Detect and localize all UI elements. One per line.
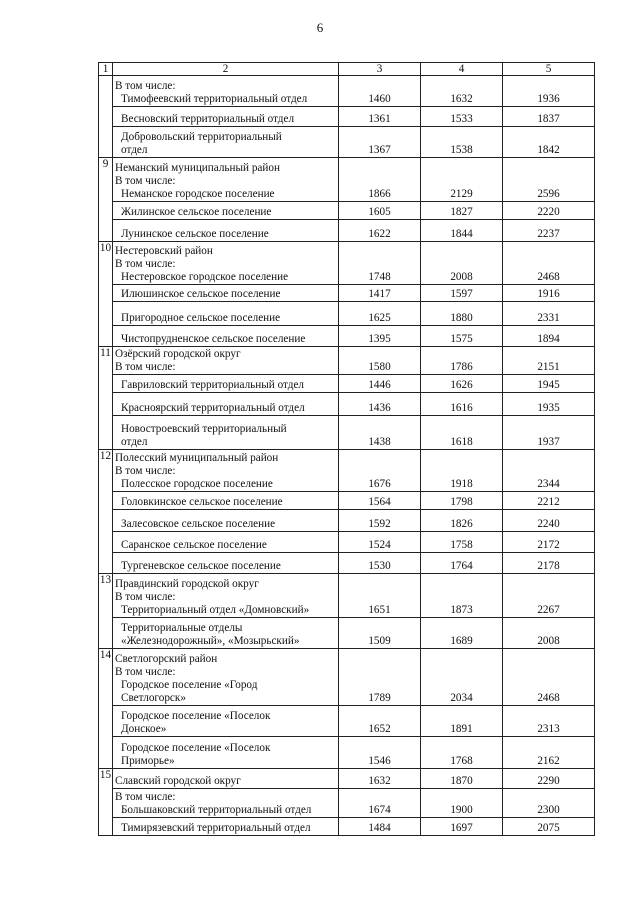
value-cell-col-4: 2008 xyxy=(421,242,503,285)
table-row xyxy=(99,532,595,553)
name-cell xyxy=(113,492,339,510)
table-row xyxy=(99,127,595,158)
value-cell-col-4: 1891 xyxy=(421,706,503,737)
row-number-cell xyxy=(99,789,113,818)
row-number-cell xyxy=(99,76,113,107)
value-cell-col-5: 1842 xyxy=(503,127,595,158)
value-cell-col-4: 1786 xyxy=(421,347,503,375)
value-cell-col-5: 2220 xyxy=(503,202,595,220)
name-line: Залесовское сельское поселение xyxy=(121,518,276,530)
name-cell xyxy=(113,285,339,302)
table-row xyxy=(99,285,595,302)
name-cell xyxy=(113,818,339,836)
value-cell-col-3: 1546 xyxy=(339,737,421,769)
value-cell-col-3: 1592 xyxy=(339,510,421,532)
name-line: Нестеровское городское поселение xyxy=(121,271,289,283)
name-line: Светлогорск» xyxy=(121,692,186,704)
value-cell-col-3: 1417 xyxy=(339,285,421,302)
name-line: Тимирязевский территориальный отдел xyxy=(121,822,311,834)
row-number-cell xyxy=(99,220,113,242)
name-line: Полесский муниципальный район xyxy=(115,452,279,464)
name-line: Илюшинское сельское поселение xyxy=(121,288,281,300)
table-row xyxy=(99,202,595,220)
name-cell xyxy=(113,510,339,532)
value-cell-col-3: 1632 xyxy=(339,769,421,789)
name-line: Донское» xyxy=(121,723,167,735)
name-line: Светлогорский район xyxy=(115,653,218,665)
name-line: Неманское городское поселение xyxy=(121,188,275,200)
value-cell-col-3: 1524 xyxy=(339,532,421,553)
table-row xyxy=(99,107,595,127)
name-cell xyxy=(113,347,339,375)
table-row xyxy=(99,553,595,574)
table-row xyxy=(99,789,595,818)
header-col-4: 4 xyxy=(421,63,503,76)
name-cell xyxy=(113,416,339,450)
table-row xyxy=(99,220,595,242)
value-cell-col-4: 1768 xyxy=(421,737,503,769)
row-number-cell xyxy=(99,492,113,510)
name-line: В том числе: xyxy=(115,258,176,270)
name-cell xyxy=(113,574,339,618)
value-cell-col-3: 1674 xyxy=(339,789,421,818)
value-cell-col-5: 1937 xyxy=(503,416,595,450)
value-cell-col-4: 1689 xyxy=(421,618,503,649)
row-number-cell xyxy=(99,326,113,347)
value-cell-col-5: 1916 xyxy=(503,285,595,302)
table-row xyxy=(99,76,595,107)
row-number-cell xyxy=(99,285,113,302)
table-row xyxy=(99,818,595,836)
value-cell-col-5: 2075 xyxy=(503,818,595,836)
value-cell-col-3: 1622 xyxy=(339,220,421,242)
table-row xyxy=(99,158,595,202)
row-number-cell: 12 xyxy=(99,450,113,492)
value-cell-col-5: 2008 xyxy=(503,618,595,649)
name-line: Чистопрудненское сельское поселение xyxy=(121,333,306,345)
name-cell xyxy=(113,158,339,202)
row-number-cell: 15 xyxy=(99,769,113,789)
row-number-cell xyxy=(99,416,113,450)
name-line: Красноярский территориальный отдел xyxy=(121,402,305,414)
value-cell-col-5: 2290 xyxy=(503,769,595,789)
row-number-cell xyxy=(99,737,113,769)
table-body xyxy=(99,63,595,836)
name-cell xyxy=(113,393,339,416)
name-cell xyxy=(113,769,339,789)
name-line: В том числе: xyxy=(115,791,176,803)
table-row xyxy=(99,510,595,532)
value-cell-col-5: 2240 xyxy=(503,510,595,532)
table-row xyxy=(99,375,595,393)
table-row xyxy=(99,649,595,706)
name-cell xyxy=(113,326,339,347)
table-row xyxy=(99,492,595,510)
name-line: Весновский территориальный отдел xyxy=(121,113,295,125)
value-cell-col-4: 1597 xyxy=(421,285,503,302)
name-cell xyxy=(113,242,339,285)
table-row xyxy=(99,347,595,375)
value-cell-col-5: 2331 xyxy=(503,302,595,326)
value-cell-col-5: 2237 xyxy=(503,220,595,242)
table-row xyxy=(99,326,595,347)
name-line: Головкинское сельское поселение xyxy=(121,496,283,508)
name-line: Лунинское сельское поселение xyxy=(121,228,269,240)
name-cell xyxy=(113,202,339,220)
name-line: Городское поселение «Город xyxy=(121,679,258,691)
name-cell xyxy=(113,789,339,818)
table-row xyxy=(99,574,595,618)
table-row xyxy=(99,618,595,649)
value-cell-col-3: 1676 xyxy=(339,450,421,492)
value-cell-col-5: 2344 xyxy=(503,450,595,492)
row-number-cell: 11 xyxy=(99,347,113,375)
table-row xyxy=(99,242,595,285)
row-number-cell xyxy=(99,107,113,127)
name-cell xyxy=(113,375,339,393)
row-number-cell xyxy=(99,532,113,553)
value-cell-col-4: 2034 xyxy=(421,649,503,706)
table-row xyxy=(99,302,595,326)
row-number-cell: 13 xyxy=(99,574,113,618)
name-cell xyxy=(113,220,339,242)
name-line: Нестеровский район xyxy=(115,245,213,257)
name-cell xyxy=(113,737,339,769)
name-cell xyxy=(113,532,339,553)
table-header-row xyxy=(99,63,595,76)
value-cell-col-4: 1880 xyxy=(421,302,503,326)
value-cell-col-5: 1945 xyxy=(503,375,595,393)
value-cell-col-3: 1361 xyxy=(339,107,421,127)
value-cell-col-4: 1764 xyxy=(421,553,503,574)
name-line: В том числе: xyxy=(115,361,176,373)
value-cell-col-3: 1866 xyxy=(339,158,421,202)
value-cell-col-5: 2172 xyxy=(503,532,595,553)
value-cell-col-5: 2178 xyxy=(503,553,595,574)
table-row xyxy=(99,769,595,789)
value-cell-col-3: 1438 xyxy=(339,416,421,450)
row-number-cell xyxy=(99,618,113,649)
name-line: Озёрский городской округ xyxy=(115,348,241,360)
value-cell-col-4: 1697 xyxy=(421,818,503,836)
table-row xyxy=(99,450,595,492)
value-cell-col-5: 2313 xyxy=(503,706,595,737)
value-cell-col-3: 1652 xyxy=(339,706,421,737)
value-cell-col-3: 1748 xyxy=(339,242,421,285)
name-line: отдел xyxy=(121,436,148,448)
table-row xyxy=(99,393,595,416)
value-cell-col-3: 1446 xyxy=(339,375,421,393)
name-line: В том числе: xyxy=(115,80,176,92)
row-number-cell xyxy=(99,302,113,326)
value-cell-col-5: 2300 xyxy=(503,789,595,818)
data-table xyxy=(98,62,595,836)
name-line: Славский городской округ xyxy=(115,775,241,787)
table-row xyxy=(99,706,595,737)
value-cell-col-4: 1870 xyxy=(421,769,503,789)
value-cell-col-5: 2468 xyxy=(503,649,595,706)
table-row xyxy=(99,416,595,450)
row-number-cell xyxy=(99,127,113,158)
name-line: Правдинский городской округ xyxy=(115,578,259,590)
name-line: Неманский муниципальный район xyxy=(115,162,280,174)
value-cell-col-4: 1616 xyxy=(421,393,503,416)
value-cell-col-3: 1530 xyxy=(339,553,421,574)
name-line: Новостроевский территориальный xyxy=(121,423,287,435)
value-cell-col-5: 2267 xyxy=(503,574,595,618)
value-cell-col-4: 1758 xyxy=(421,532,503,553)
name-cell xyxy=(113,649,339,706)
name-line: Пригородное сельское поселение xyxy=(121,312,281,324)
name-line: Добровольский территориальный xyxy=(121,131,282,143)
value-cell-col-3: 1436 xyxy=(339,393,421,416)
value-cell-col-4: 2129 xyxy=(421,158,503,202)
value-cell-col-5: 2212 xyxy=(503,492,595,510)
value-cell-col-3: 1395 xyxy=(339,326,421,347)
name-line: Большаковский территориальный отдел xyxy=(121,804,312,816)
value-cell-col-5: 2162 xyxy=(503,737,595,769)
value-cell-col-4: 1632 xyxy=(421,76,503,107)
header-col-1: 1 xyxy=(99,63,113,76)
value-cell-col-4: 1826 xyxy=(421,510,503,532)
value-cell-col-4: 1873 xyxy=(421,574,503,618)
name-cell xyxy=(113,553,339,574)
row-number-cell xyxy=(99,706,113,737)
name-line: Саранское сельское поселение xyxy=(121,539,267,551)
value-cell-col-3: 1651 xyxy=(339,574,421,618)
value-cell-col-4: 1844 xyxy=(421,220,503,242)
value-cell-col-4: 1533 xyxy=(421,107,503,127)
value-cell-col-3: 1564 xyxy=(339,492,421,510)
value-cell-col-5: 1894 xyxy=(503,326,595,347)
page-number: 6 xyxy=(316,20,324,35)
name-line: В том числе: xyxy=(115,175,176,187)
row-number-cell: 10 xyxy=(99,242,113,285)
name-cell xyxy=(113,76,339,107)
header-col-5: 5 xyxy=(503,63,595,76)
header-col-2: 2 xyxy=(113,63,339,76)
name-line: Тургеневское сельское поселение xyxy=(121,560,281,572)
row-number-cell xyxy=(99,375,113,393)
name-cell xyxy=(113,618,339,649)
row-number-cell xyxy=(99,818,113,836)
value-cell-col-4: 1626 xyxy=(421,375,503,393)
name-cell xyxy=(113,450,339,492)
value-cell-col-4: 1827 xyxy=(421,202,503,220)
value-cell-col-5: 1837 xyxy=(503,107,595,127)
value-cell-col-3: 1625 xyxy=(339,302,421,326)
value-cell-col-3: 1789 xyxy=(339,649,421,706)
value-cell-col-5: 2596 xyxy=(503,158,595,202)
value-cell-col-5: 1935 xyxy=(503,393,595,416)
value-cell-col-4: 1798 xyxy=(421,492,503,510)
row-number-cell xyxy=(99,202,113,220)
value-cell-col-4: 1538 xyxy=(421,127,503,158)
name-cell xyxy=(113,302,339,326)
value-cell-col-3: 1367 xyxy=(339,127,421,158)
name-cell xyxy=(113,706,339,737)
value-cell-col-3: 1509 xyxy=(339,618,421,649)
name-line: Тимофеевский территориальный отдел xyxy=(121,93,308,105)
header-col-3: 3 xyxy=(339,63,421,76)
name-line: В том числе: xyxy=(115,465,176,477)
table-row xyxy=(99,737,595,769)
name-line: Территориальные отделы xyxy=(121,622,243,634)
name-line: Гавриловский территориальный отдел xyxy=(121,379,304,391)
name-line: В том числе: xyxy=(115,666,176,678)
row-number-cell: 14 xyxy=(99,649,113,706)
name-cell xyxy=(113,127,339,158)
row-number-cell: 9 xyxy=(99,158,113,202)
row-number-cell xyxy=(99,510,113,532)
value-cell-col-5: 2151 xyxy=(503,347,595,375)
value-cell-col-4: 1618 xyxy=(421,416,503,450)
value-cell-col-4: 1575 xyxy=(421,326,503,347)
value-cell-col-4: 1900 xyxy=(421,789,503,818)
name-line: В том числе: xyxy=(115,591,176,603)
name-line: Территориальный отдел «Домновский» xyxy=(121,604,310,616)
value-cell-col-5: 1936 xyxy=(503,76,595,107)
value-cell-col-3: 1580 xyxy=(339,347,421,375)
name-line: отдел xyxy=(121,144,148,156)
value-cell-col-3: 1460 xyxy=(339,76,421,107)
value-cell-col-5: 2468 xyxy=(503,242,595,285)
name-line: Полесское городское поселение xyxy=(121,478,273,490)
row-number-cell xyxy=(99,553,113,574)
name-line: Городское поселение «Поселок xyxy=(121,742,271,754)
name-line: Приморье» xyxy=(121,755,175,767)
value-cell-col-3: 1605 xyxy=(339,202,421,220)
name-line: Городское поселение «Поселок xyxy=(121,710,271,722)
value-cell-col-4: 1918 xyxy=(421,450,503,492)
row-number-cell xyxy=(99,393,113,416)
name-cell xyxy=(113,107,339,127)
name-line: «Железнодорожный», «Мозырьский» xyxy=(121,635,300,647)
name-line: Жилинское сельское поселение xyxy=(121,206,272,218)
value-cell-col-3: 1484 xyxy=(339,818,421,836)
